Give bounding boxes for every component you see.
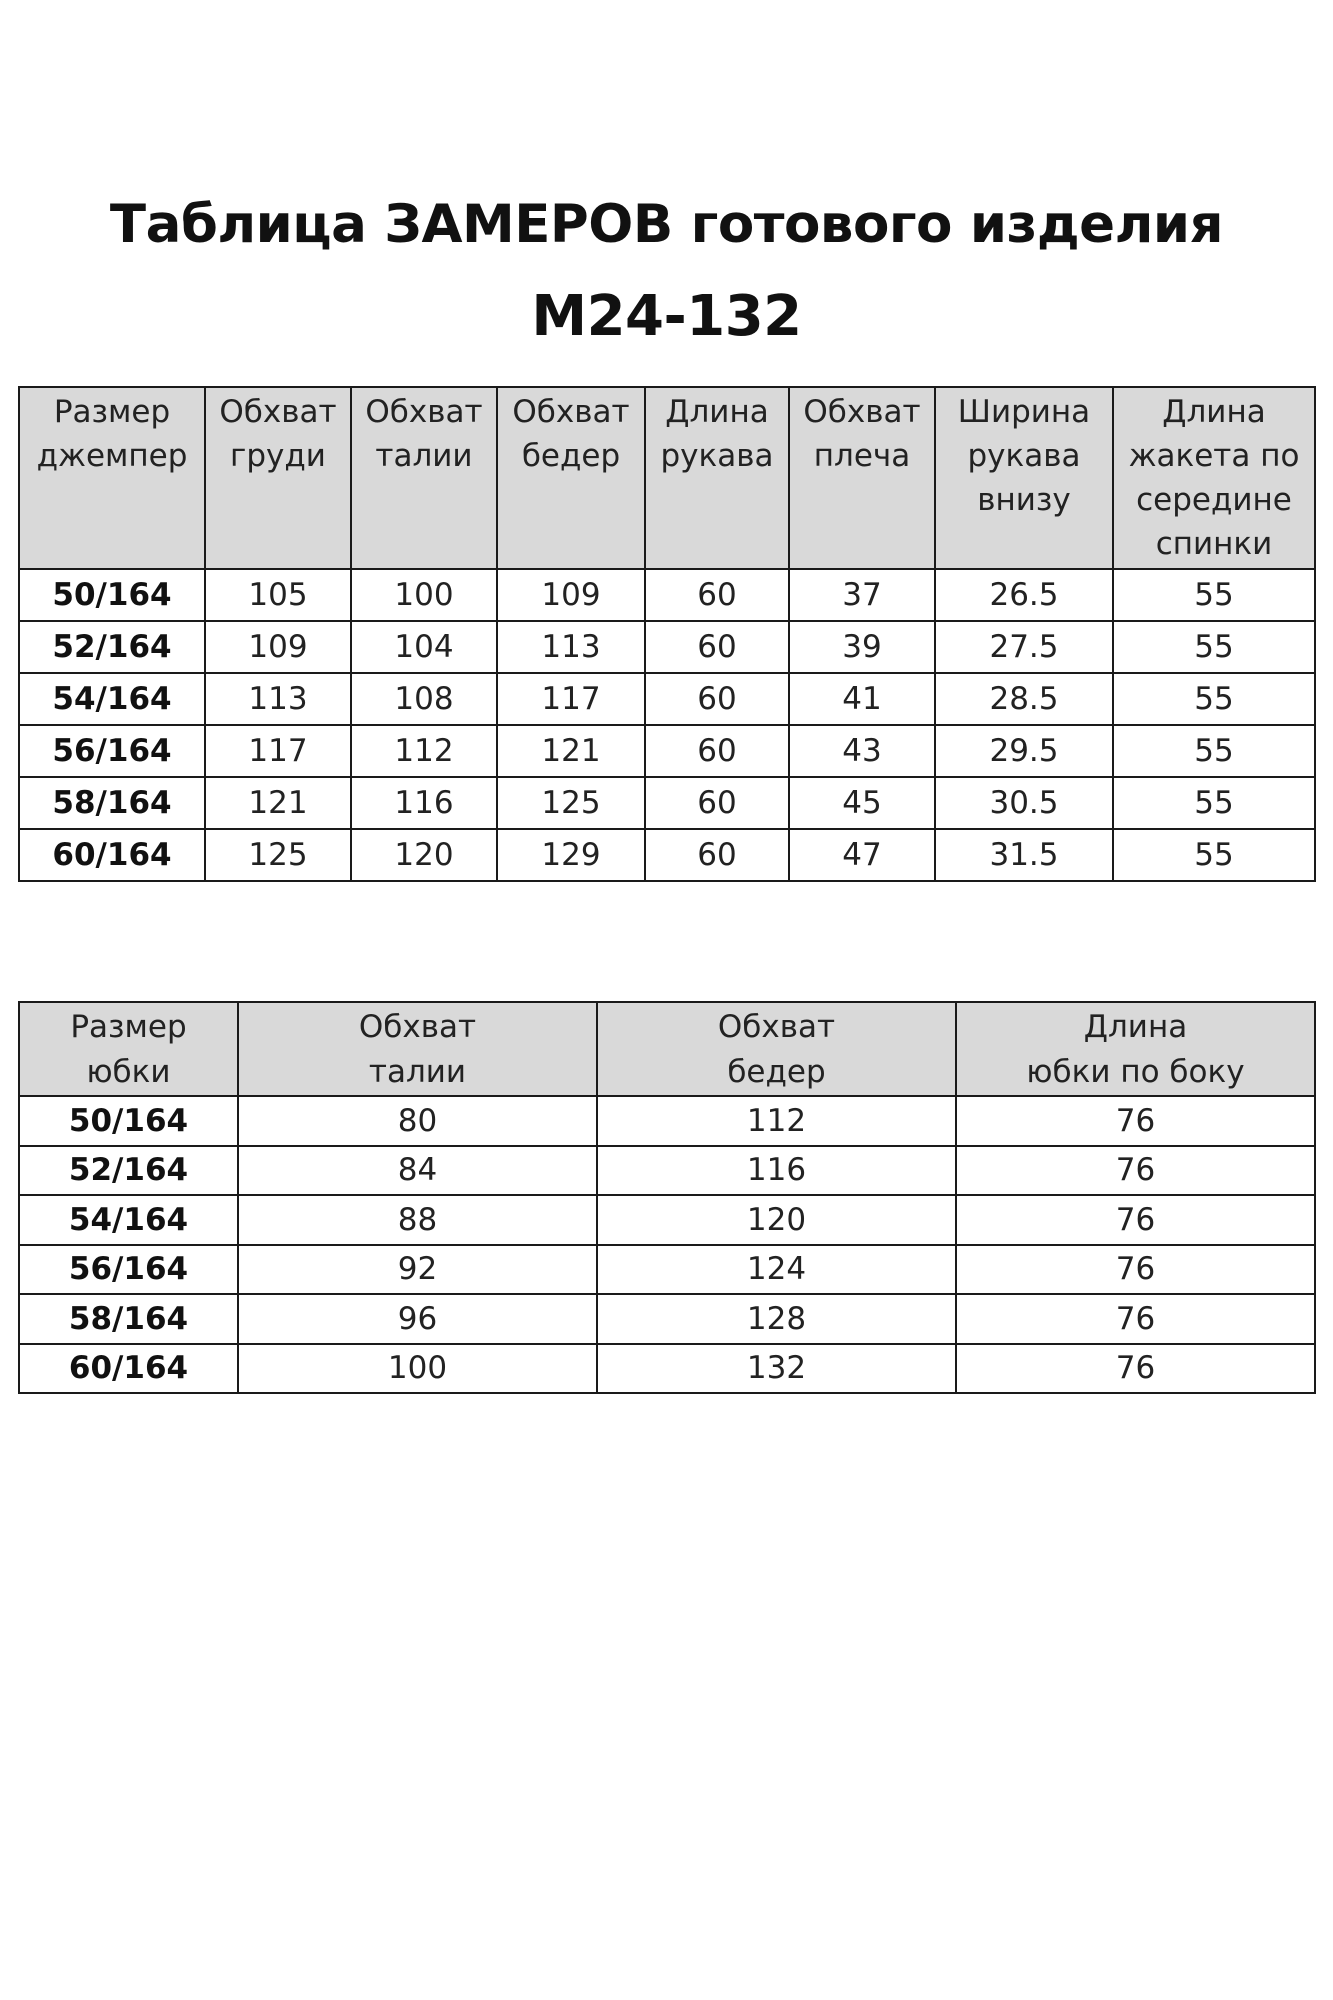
size-cell: 54/164 — [19, 673, 205, 725]
jumper-table-row — [19, 725, 1315, 777]
value-cell: 55 — [1113, 621, 1315, 673]
size-cell: 54/164 — [19, 1195, 238, 1245]
skirt-measurements-table — [18, 1001, 1316, 1394]
column-header: Размер джемпер — [19, 387, 205, 569]
value-cell: 43 — [789, 725, 935, 777]
jumper-table-row — [19, 673, 1315, 725]
page-title: Таблица ЗАМЕРОВ готового изделия — [109, 194, 1224, 255]
skirt-table-row — [19, 1195, 1315, 1245]
value-cell: 60 — [645, 621, 789, 673]
value-cell: 55 — [1113, 777, 1315, 829]
value-cell: 104 — [351, 621, 497, 673]
jumper-table-row — [19, 777, 1315, 829]
value-cell: 129 — [497, 829, 645, 881]
value-cell: 60 — [645, 829, 789, 881]
size-cell: 52/164 — [19, 1146, 238, 1196]
skirt-table-row — [19, 1344, 1315, 1394]
value-cell: 76 — [956, 1146, 1315, 1196]
value-cell: 117 — [497, 673, 645, 725]
value-cell: 113 — [205, 673, 351, 725]
column-header: Обхват бедер — [497, 387, 645, 569]
value-cell: 41 — [789, 673, 935, 725]
size-cell: 56/164 — [19, 1245, 238, 1295]
column-header: Обхват плеча — [789, 387, 935, 569]
value-cell: 26.5 — [935, 569, 1113, 621]
value-cell: 132 — [597, 1344, 956, 1394]
size-cell: 50/164 — [19, 1096, 238, 1146]
column-header: Длина жакета по середине спинки — [1113, 387, 1315, 569]
value-cell: 113 — [497, 621, 645, 673]
value-cell: 47 — [789, 829, 935, 881]
value-cell: 117 — [205, 725, 351, 777]
jumper-table-row — [19, 621, 1315, 673]
column-header: Длина юбки по боку — [956, 1002, 1315, 1096]
value-cell: 105 — [205, 569, 351, 621]
value-cell: 109 — [497, 569, 645, 621]
value-cell: 60 — [645, 673, 789, 725]
jumper-header-row — [19, 387, 1315, 569]
value-cell: 28.5 — [935, 673, 1113, 725]
size-cell: 60/164 — [19, 829, 205, 881]
model-number: М24-132 — [531, 284, 802, 349]
value-cell: 100 — [238, 1344, 597, 1394]
value-cell: 125 — [205, 829, 351, 881]
value-cell: 92 — [238, 1245, 597, 1295]
value-cell: 29.5 — [935, 725, 1113, 777]
value-cell: 112 — [351, 725, 497, 777]
column-header: Длина рукава — [645, 387, 789, 569]
value-cell: 55 — [1113, 673, 1315, 725]
value-cell: 125 — [497, 777, 645, 829]
value-cell: 76 — [956, 1096, 1315, 1146]
value-cell: 76 — [956, 1245, 1315, 1295]
size-cell: 56/164 — [19, 725, 205, 777]
column-header: Размер юбки — [19, 1002, 238, 1096]
column-header: Обхват талии — [351, 387, 497, 569]
skirt-header-row — [19, 1002, 1315, 1096]
skirt-table-row — [19, 1146, 1315, 1196]
jumper-table-row — [19, 569, 1315, 621]
value-cell: 60 — [645, 569, 789, 621]
value-cell: 76 — [956, 1294, 1315, 1344]
value-cell: 124 — [597, 1245, 956, 1295]
value-cell: 80 — [238, 1096, 597, 1146]
value-cell: 60 — [645, 725, 789, 777]
value-cell: 88 — [238, 1195, 597, 1245]
jumper-measurements-table — [18, 386, 1316, 882]
value-cell: 108 — [351, 673, 497, 725]
size-cell: 60/164 — [19, 1344, 238, 1394]
value-cell: 39 — [789, 621, 935, 673]
value-cell: 27.5 — [935, 621, 1113, 673]
value-cell: 120 — [351, 829, 497, 881]
value-cell: 55 — [1113, 829, 1315, 881]
value-cell: 76 — [956, 1195, 1315, 1245]
value-cell: 112 — [597, 1096, 956, 1146]
value-cell: 120 — [597, 1195, 956, 1245]
value-cell: 55 — [1113, 725, 1315, 777]
skirt-table-row — [19, 1096, 1315, 1146]
skirt-table-row — [19, 1245, 1315, 1295]
value-cell: 109 — [205, 621, 351, 673]
value-cell: 55 — [1113, 569, 1315, 621]
size-cell: 52/164 — [19, 621, 205, 673]
column-header: Обхват бедер — [597, 1002, 956, 1096]
value-cell: 45 — [789, 777, 935, 829]
value-cell: 31.5 — [935, 829, 1113, 881]
value-cell: 60 — [645, 777, 789, 829]
size-cell: 50/164 — [19, 569, 205, 621]
value-cell: 37 — [789, 569, 935, 621]
value-cell: 76 — [956, 1344, 1315, 1394]
jumper-table-row — [19, 829, 1315, 881]
skirt-table-row — [19, 1294, 1315, 1344]
column-header: Обхват груди — [205, 387, 351, 569]
value-cell: 116 — [597, 1146, 956, 1196]
value-cell: 30.5 — [935, 777, 1113, 829]
column-header: Ширина рукава внизу — [935, 387, 1113, 569]
value-cell: 100 — [351, 569, 497, 621]
value-cell: 128 — [597, 1294, 956, 1344]
size-cell: 58/164 — [19, 1294, 238, 1344]
value-cell: 121 — [497, 725, 645, 777]
value-cell: 84 — [238, 1146, 597, 1196]
size-cell: 58/164 — [19, 777, 205, 829]
value-cell: 96 — [238, 1294, 597, 1344]
value-cell: 121 — [205, 777, 351, 829]
value-cell: 116 — [351, 777, 497, 829]
column-header: Обхват талии — [238, 1002, 597, 1096]
